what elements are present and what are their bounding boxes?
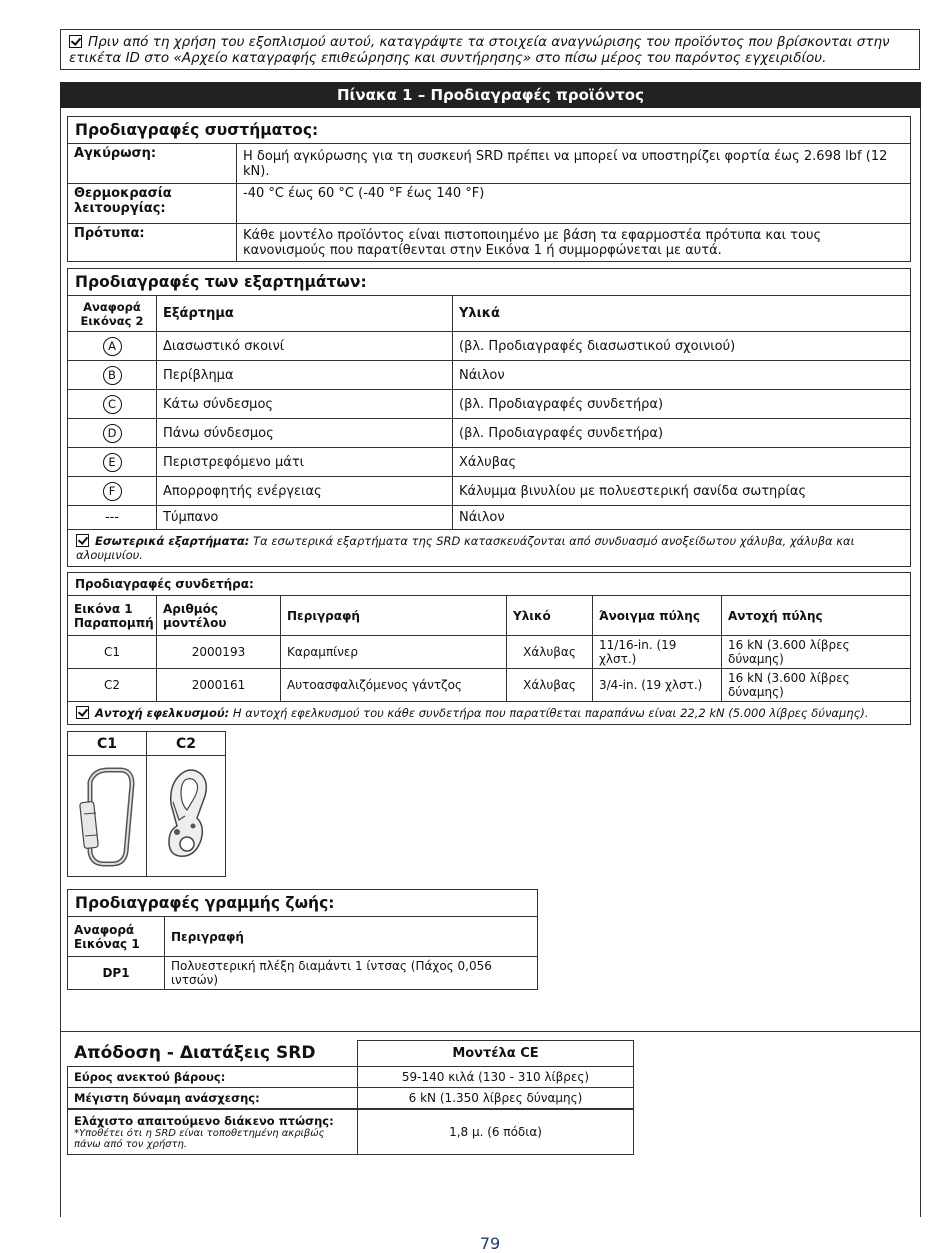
component-material: Κάλυμμα βινυλίου με πολυεστερική σανίδα σωτηρίας <box>453 477 911 506</box>
col-description: Περιγραφή <box>281 596 507 636</box>
connector-desc: Αυτοασφαλιζόμενος γάντζος <box>281 669 507 702</box>
col-ref: Εικόνα 1 Παραπομπή <box>68 596 157 636</box>
temperature-label: Θερμοκρασία λειτουργίας: <box>68 184 237 224</box>
ref-badge: D <box>103 424 122 443</box>
col-materials: Υλικά <box>453 296 911 332</box>
component-name: Τύμπανο <box>157 506 453 530</box>
ref-badge: B <box>103 366 122 385</box>
component-name: Πάνω σύνδεσμος <box>157 419 453 448</box>
standards-label: Πρότυπα: <box>68 224 237 262</box>
col-model: Αριθμός μοντέλου <box>157 596 281 636</box>
component-material: (βλ. Προδιαγραφές διασωστικού σχοινιού) <box>453 332 911 361</box>
table-row <box>68 448 911 477</box>
ref-badge: E <box>103 453 122 472</box>
component-material: Χάλυβας <box>453 448 911 477</box>
ref-badge: F <box>103 482 122 501</box>
connector-model: 2000193 <box>157 636 281 669</box>
performance-title: Απόδοση - Διατάξεις SRD <box>74 1043 316 1063</box>
component-specs-table <box>67 268 911 567</box>
component-material: Νάιλον <box>453 361 911 390</box>
snap-hook-image <box>147 756 226 877</box>
ce-models-header: Μοντέλα CE <box>358 1041 634 1067</box>
performance-table <box>67 1040 634 1155</box>
table-row <box>68 477 911 506</box>
col-gate-strength: Αντοχή πύλης <box>722 596 911 636</box>
connector-specs-title: Προδιαγραφές συνδετήρα: <box>68 573 911 596</box>
col-gate-opening: Άνοιγμα πύλης <box>593 596 722 636</box>
lifeline-ref: DP1 <box>68 957 165 990</box>
col-description: Περιγραφή <box>165 917 538 957</box>
component-name: Περίβλημα <box>157 361 453 390</box>
weight-range-label: Εύρος ανεκτού βάρους: <box>68 1067 358 1088</box>
clearance-value: 1,8 μ. (6 πόδια) <box>358 1109 634 1155</box>
table-row <box>68 332 911 361</box>
pre-use-note: Πριν από τη χρήση του εξοπλισμού αυτού, καταγράψτε τα στοιχεία αναγνώρισης του προϊόντος που βρίσκονται στην ετικέτα ID στο «Αρχείο καταγραφής επιθεώρησης και συντήρησης» στο πίσω μέρος του παρόντος εγχειριδίου. <box>60 29 920 70</box>
page-number: 79 <box>479 1234 501 1253</box>
connector-images-table <box>67 731 226 877</box>
component-specs-title: Προδιαγραφές των εξαρτημάτων: <box>68 269 911 296</box>
connector-model: 2000161 <box>157 669 281 702</box>
clearance-cell <box>68 1109 358 1155</box>
c2-label: C2 <box>147 732 226 756</box>
checkbox-icon <box>76 706 89 719</box>
connector-gate-open: 3/4-in. (19 χλστ.) <box>593 669 722 702</box>
connector-ref: C2 <box>68 669 157 702</box>
ref-badge: C <box>103 395 122 414</box>
snap-hook-icon <box>147 756 225 872</box>
col-material: Υλικό <box>507 596 593 636</box>
checkbox-icon <box>76 534 89 547</box>
section-divider <box>60 1031 921 1032</box>
arrest-force-label: Μέγιστη δύναμη ανάσχεσης: <box>68 1088 358 1109</box>
component-name: Κάτω σύνδεσμος <box>157 390 453 419</box>
component-name: Διασωστικό σκοινί <box>157 332 453 361</box>
carabiner-icon <box>68 756 146 872</box>
weight-range-value: 59-140 κιλά (130 - 310 λίβρες) <box>358 1067 634 1088</box>
system-specs-table <box>67 116 911 262</box>
lifeline-specs-table <box>67 889 538 990</box>
component-material: (βλ. Προδιαγραφές συνδετήρα) <box>453 390 911 419</box>
col-ref: Αναφορά Εικόνας 2 <box>68 296 157 332</box>
table-row <box>68 636 911 669</box>
col-component: Εξάρτημα <box>157 296 453 332</box>
table-row <box>68 390 911 419</box>
connector-desc: Καραμπίνερ <box>281 636 507 669</box>
tensile-strength-note: Αντοχή εφελκυσμού: Η αντοχή εφελκυσμού του κάθε συνδετήρα που παρατίθεται παραπάνω είναι 22,2 kN (5.000 λίβρες δύναμης). <box>68 702 911 725</box>
anchorage-value: Η δομή αγκύρωσης για τη συσκευή SRD πρέπει να μπορεί να υποστηρίζει φορτία έως 2.698 lbf (12 kN). <box>237 144 911 184</box>
component-name: Περιστρεφόμενο μάτι <box>157 448 453 477</box>
table-row <box>68 669 911 702</box>
component-material: (βλ. Προδιαγραφές συνδετήρα) <box>453 419 911 448</box>
connector-specs-table <box>67 572 911 725</box>
internal-components-note: Εσωτερικά εξαρτήματα: Τα εσωτερικά εξαρτήματα της SRD κατασκευάζονται από συνδυασμό ανοξείδωτου χάλυβα, χάλυβα και αλουμινίου. <box>68 530 911 567</box>
table-row <box>68 361 911 390</box>
c1-label: C1 <box>68 732 147 756</box>
component-material: Νάιλον <box>453 506 911 530</box>
component-name: Απορροφητής ενέργειας <box>157 477 453 506</box>
connector-material: Χάλυβας <box>507 636 593 669</box>
standards-value: Κάθε μοντέλο προϊόντος είναι πιστοποιημένο με βάση τα εφαρμοστέα πρότυπα και τους κανονισμούς που παρατίθενται στην Εικόνα 1 ή συμμορφώνεται με αυτά. <box>237 224 911 262</box>
table-row <box>68 506 911 530</box>
anchorage-label: Αγκύρωση: <box>68 144 237 184</box>
lifeline-desc: Πολυεστερική πλέξη διαμάντι 1 ίντσας (Πάχος 0,056 ιντσών) <box>165 957 538 990</box>
temperature-value: -40 °C έως 60 °C (-40 °F έως 140 °F) <box>237 184 911 224</box>
carabiner-image <box>68 756 147 877</box>
checkbox-icon <box>69 35 82 48</box>
connector-gate-strength: 16 kN (3.600 λίβρες δύναμης) <box>722 636 911 669</box>
ref-badge: A <box>103 337 122 356</box>
ref-text: --- <box>68 506 157 530</box>
col-ref: Αναφορά Εικόνας 1 <box>68 917 165 957</box>
lifeline-specs-title: Προδιαγραφές γραμμής ζωής: <box>68 890 538 917</box>
clearance-label: Ελάχιστο απαιτούμενο διάκενο πτώσης: <box>74 1113 334 1128</box>
arrest-force-value: 6 kN (1.350 λίβρες δύναμης) <box>358 1088 634 1109</box>
table-banner: Πίνακα 1 – Προδιαγραφές προϊόντος <box>60 82 921 108</box>
table-row <box>68 957 538 990</box>
connector-gate-open: 11/16-in. (19 χλστ.) <box>593 636 722 669</box>
system-specs-title: Προδιαγραφές συστήματος: <box>68 117 911 144</box>
clearance-footnote: *Υποθέτει ότι η SRD είναι τοποθετημένη ακριβώς πάνω από τον χρήστη. <box>74 1127 325 1150</box>
connector-material: Χάλυβας <box>507 669 593 702</box>
table-row <box>68 419 911 448</box>
connector-ref: C1 <box>68 636 157 669</box>
connector-gate-strength: 16 kN (3.600 λίβρες δύναμης) <box>722 669 911 702</box>
